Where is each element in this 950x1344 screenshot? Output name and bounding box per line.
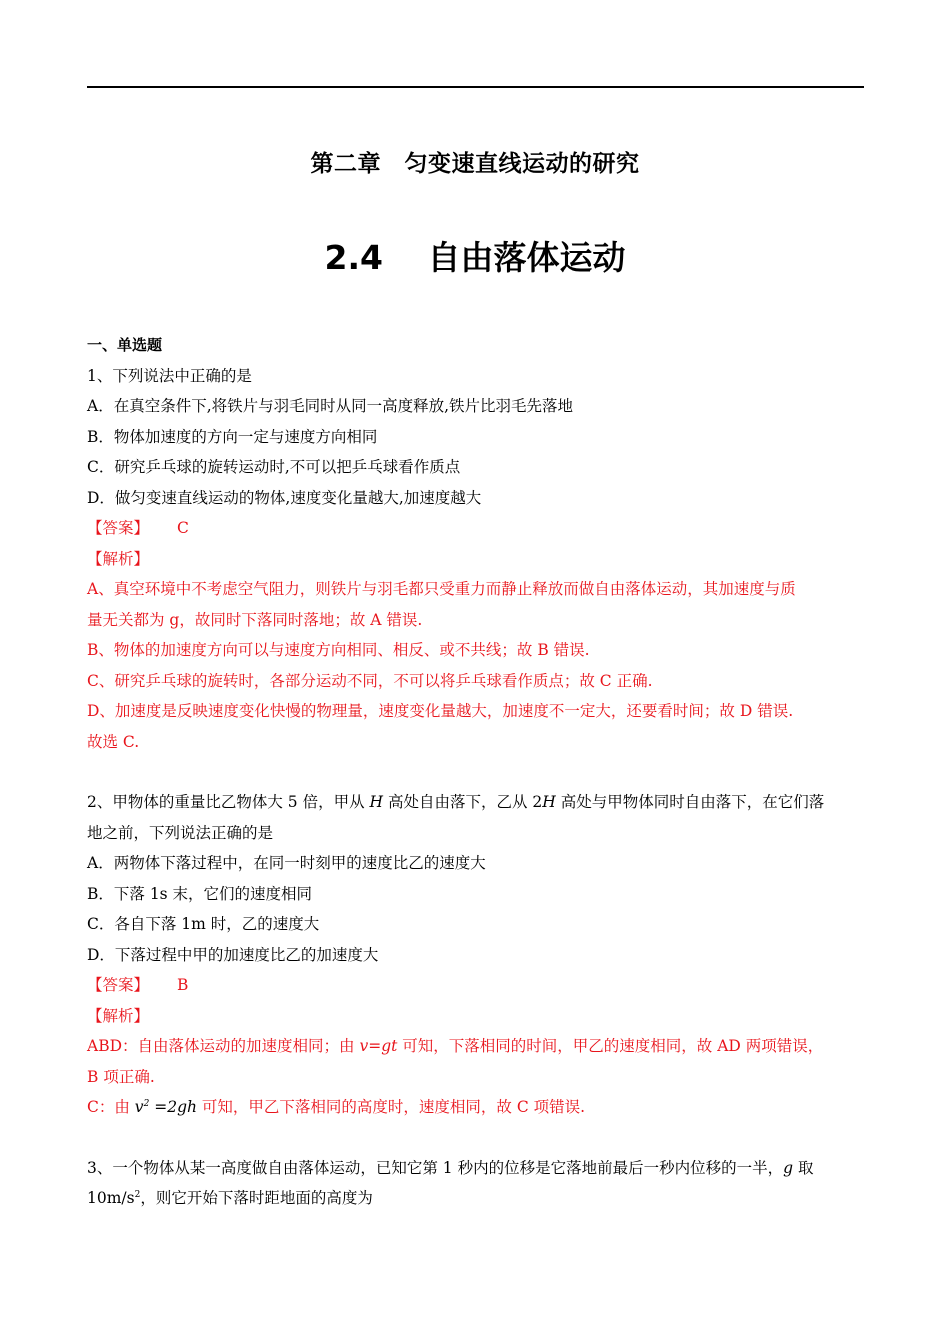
formula	[135, 1098, 197, 1116]
q1-stem: 1、下列说法中正确的是	[87, 366, 252, 385]
text-span: 2、甲物体的重量比乙物体大 5 倍，甲从	[87, 793, 370, 811]
q1-analysis-line: 量无关都为 g，故同时下落同时落地；故 A 错误.	[87, 610, 423, 629]
text-span: 高处与甲物体同时自由落下，在它们落	[555, 793, 825, 811]
text-span: 可知，甲乙下落相同的高度时，速度相同，故 C 项错误.	[196, 1098, 586, 1116]
formula-var: v	[134, 1098, 144, 1116]
q1-option-a: A．在真空条件下,将铁片与羽毛同时从同一高度释放,铁片比羽毛先落地	[87, 397, 574, 415]
unit-exponent: 2	[134, 1189, 141, 1200]
text-span: ，则它开始下落时距地面的高度为	[140, 1189, 373, 1207]
formula-rest: =2gh	[149, 1098, 197, 1116]
header-rule	[87, 86, 864, 88]
q1-option-b: B．物体加速度的方向一定与速度方向相同	[87, 427, 378, 446]
spacer	[87, 757, 867, 787]
q2-analysis-label: 【解析】	[87, 1006, 150, 1025]
text-span: 3、一个物体从某一高度做自由落体运动，已知它第 1 秒内的位移是它落地前最后一秒内位移的一半，	[87, 1158, 784, 1177]
q1-analysis-line: A、真空环境中不考虑空气阻力，则铁片与羽毛都只受重力而静止释放而做自由落体运动，其加速度与质	[87, 580, 796, 598]
q3-stem-line	[87, 1153, 867, 1184]
q1-option-d: D．做匀变速直线运动的物体,速度变化量越大,加速度越大	[87, 488, 482, 507]
text-span: C：由	[87, 1098, 135, 1116]
q1-analysis-line: 故选 C.	[87, 732, 140, 751]
lesson-title: 2.4 自由落体运动	[324, 238, 626, 277]
text-span: 10m/s	[87, 1189, 135, 1207]
q2-option-b: B．下落 1s 末，它们的速度相同	[87, 884, 313, 903]
formula: v=gt	[359, 1037, 398, 1055]
q2-option-c: C．各自下落 1m 时，乙的速度大	[87, 915, 320, 933]
formula-exponent: 2	[143, 1098, 150, 1109]
q2-answer	[87, 970, 867, 1001]
q1-analysis-label: 【解析】	[87, 549, 150, 568]
q1-analysis-line: B、物体的加速度方向可以与速度方向相同、相反、或不共线；故 B 错误.	[87, 641, 590, 659]
math-symbol: g	[783, 1158, 794, 1177]
text-span: 高处自由落下，乙从 2	[383, 793, 543, 811]
question-body	[87, 330, 867, 1214]
math-symbol: H	[369, 793, 384, 811]
answer-value: C	[177, 519, 189, 537]
q2-analysis-line	[87, 1092, 867, 1123]
q1-analysis-line: C、研究乒乓球的旋转时，各部分运动不同，不可以将乒乓球看作质点；故 C 正确.	[87, 671, 653, 690]
text-span: 可知，下落相同的时间，甲乙的速度相同，故 AD 两项错误，	[397, 1037, 824, 1055]
q2-option-a: A．两物体下落过程中，在同一时刻甲的速度比乙的速度大	[87, 854, 486, 872]
q2-stem-line: 地之前，下列说法正确的是	[87, 823, 274, 842]
q3-stem-line	[87, 1183, 867, 1214]
q2-option-d: D．下落过程中甲的加速度比乙的加速度大	[87, 945, 379, 964]
q1-answer	[87, 513, 867, 544]
text-span: 取	[793, 1158, 814, 1177]
q1-analysis-line: D、加速度是反映速度变化快慢的物理量，速度变化量越大，加速度不一定大，还要看时间；故 D 错误.	[87, 702, 794, 720]
q2-analysis-line	[87, 1031, 867, 1062]
section-title: 一、单选题	[87, 336, 163, 354]
answer-label: 【答案】	[87, 976, 150, 994]
q1-option-c: C．研究乒乓球的旋转运动时,不可以把乒乓球看作质点	[87, 458, 461, 476]
spacer	[87, 1123, 867, 1153]
text-span: ABD：自由落体运动的加速度相同；由	[87, 1037, 360, 1055]
answer-label: 【答案】	[87, 519, 150, 537]
answer-value: B	[177, 976, 189, 994]
chapter-title: 第二章 匀变速直线运动的研究	[310, 151, 640, 177]
math-symbol: H	[542, 793, 556, 811]
q2-stem-line	[87, 787, 867, 818]
q2-analysis-line: B 项正确.	[87, 1067, 155, 1086]
